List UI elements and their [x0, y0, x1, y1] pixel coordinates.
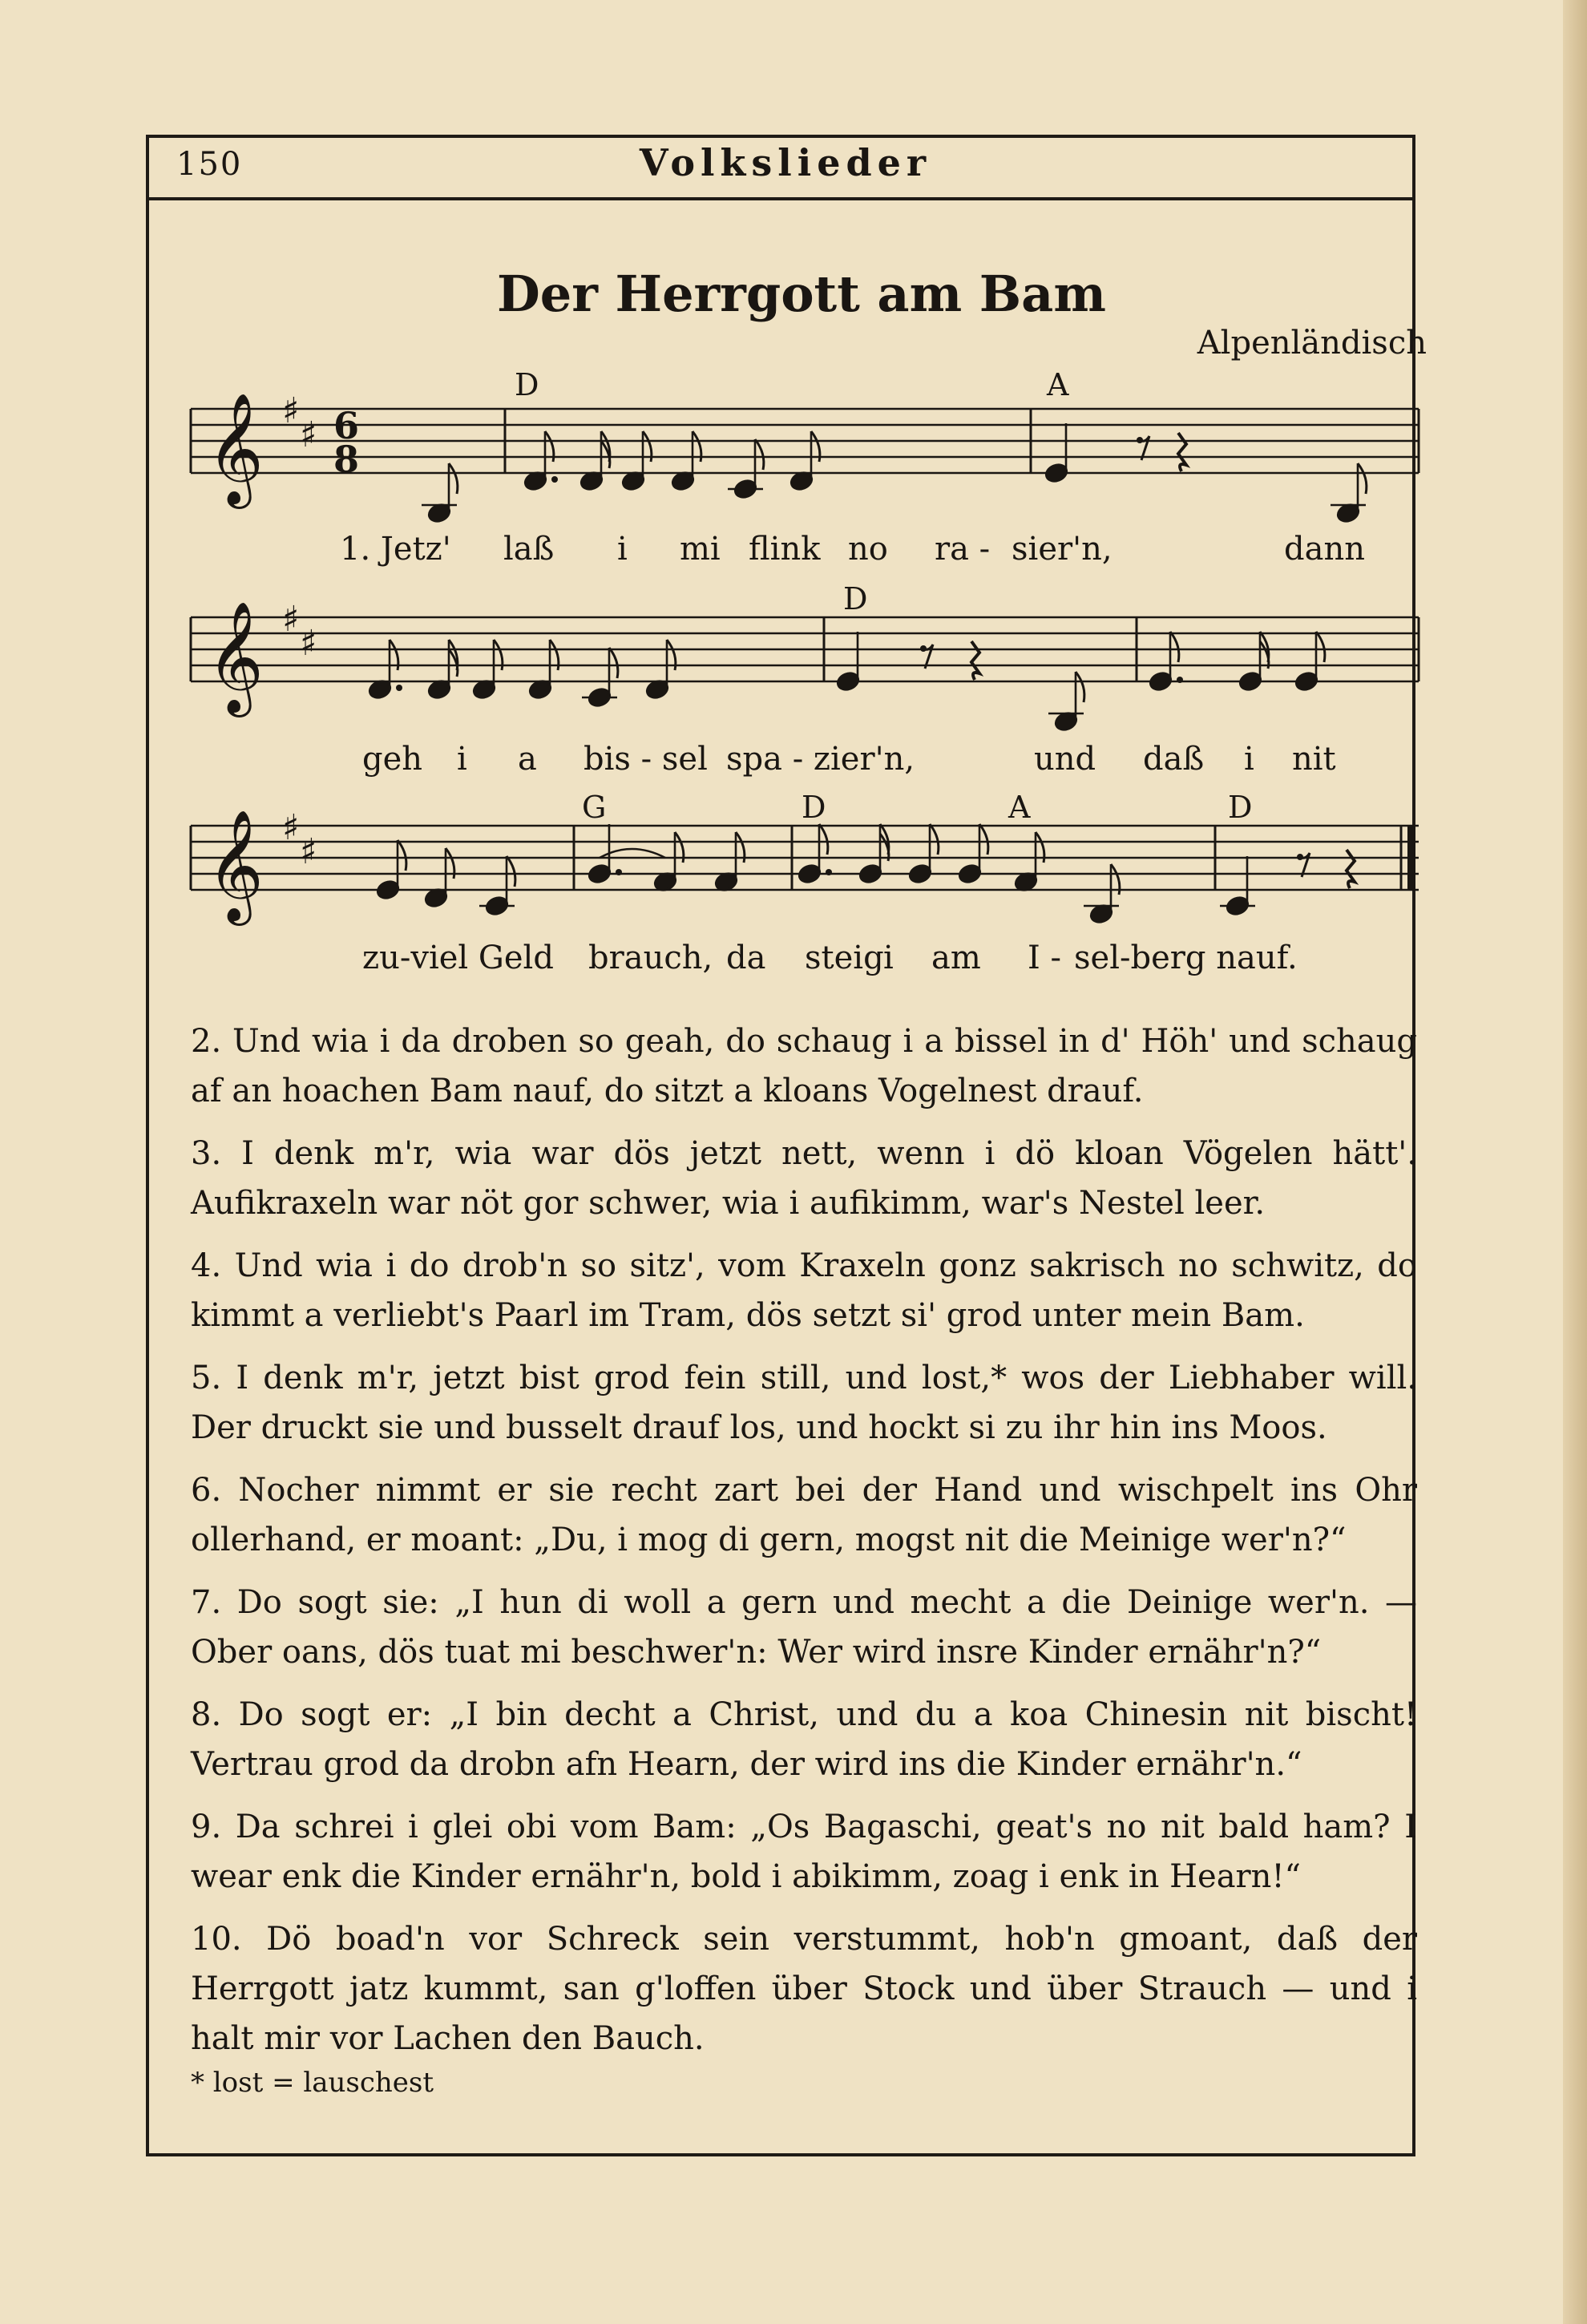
svg-text:𝄞: 𝄞: [207, 393, 264, 504]
lyric-syllable: mi: [680, 531, 721, 568]
note: [1294, 632, 1325, 693]
note: [1238, 632, 1269, 693]
note: [957, 824, 988, 885]
svg-text:𝄞: 𝄞: [207, 601, 264, 713]
svg-text:8: 8: [333, 438, 360, 481]
song-origin: Alpenländisch: [1197, 325, 1427, 362]
time-signature: [333, 404, 359, 481]
chord-symbol: A: [1008, 790, 1031, 825]
verse-7: 7. Do sogt sie: „I hun di woll a gern und mecht a die Deinige wer'n. — Ober oans, dös tuat mi beschwer'n: Wer wird insre Kinder ernähr'n?“: [191, 1584, 1417, 1671]
verse-10: 10. Dö boad'n vor Schreck sein verstummt, hob'n gmoant, daß der Herrgott jatz kummt, san g'loffen über Stock und über Strauch — und i halt mir vor Lachen den Bauch.: [191, 1921, 1417, 2057]
lyric-syllable: daß: [1143, 741, 1205, 778]
footnote: * lost = lauschest: [191, 2067, 434, 2099]
verses: [191, 1016, 1417, 2076]
lyric-syllable: geh: [362, 741, 423, 778]
note: [375, 840, 406, 901]
chord-symbol: D: [515, 367, 539, 402]
eighth-rest-dot: [920, 645, 927, 652]
verse-4: 4. Und wia i do drob'n so sitz', vom Kraxeln gonz sakrisch no schwitz, do kimmt a verliebt's Paarl im Tram, dös setzt si' grod unter mein Bam.: [191, 1247, 1417, 1334]
lyric-syllable: i: [883, 940, 894, 976]
music-notation: [0, 0, 1587, 1002]
note: [1220, 856, 1255, 917]
lyric-syllable: bis - sel: [584, 741, 708, 778]
lyric-syllable: I -: [1028, 940, 1062, 976]
song-title: Der Herrgott am Bam: [497, 265, 1106, 323]
note: [728, 439, 764, 500]
svg-text:♯: ♯: [282, 807, 300, 848]
lyric-syllable: laß: [503, 531, 555, 568]
eighth-rest-dot: [1297, 854, 1303, 860]
lyric-syllable: sel-berg nauf.: [1074, 940, 1298, 976]
lyric-syllable: i: [457, 741, 467, 778]
chord-symbol: D: [1228, 790, 1253, 825]
lyric-syllable: und: [1034, 741, 1096, 778]
chord-symbol: D: [802, 790, 826, 825]
svg-text:♯: ♯: [282, 390, 300, 431]
verse-8: 8. Do sogt er: „I bin decht a Christ, und du a koa Chinesin nit bischt! Vertrau grod da drobn afn Hearn, der wird ins die Kinder ernähr'n.“: [191, 1696, 1417, 1783]
lyric-syllable: brauch,: [588, 940, 713, 976]
svg-text:♯: ♯: [300, 831, 317, 872]
chord-symbol: A: [1047, 367, 1069, 402]
running-head: Volkslieder: [639, 141, 932, 184]
lyric-syllable: no: [848, 531, 888, 568]
quarter-rest: [1178, 433, 1186, 471]
note: [835, 632, 860, 693]
chord-symbol: G: [582, 790, 607, 825]
lyric-syllable: 1. Jetz': [340, 531, 451, 568]
lyric-syllable: i: [1244, 741, 1254, 778]
note: [907, 824, 939, 885]
verse-2: 2. Und wia i da droben so geah, do schaug i a bissel in d' Höh' und schaug af an hoachen Bam nauf, do sitzt a kloans Vogelnest drauf.: [191, 1023, 1417, 1109]
lyric-syllable: da: [726, 940, 766, 976]
note: [1148, 632, 1183, 693]
lyric-syllable: flink: [749, 531, 821, 568]
lyric-syllable: spa - zier'n,: [726, 741, 915, 778]
verse-6: 6. Nocher nimmt er sie recht zart bei der Hand und wischpelt ins Ohr ollerhand, er moant: „Du, i mog di gern, mogst nit die Meinige wer'n?“: [191, 1472, 1417, 1558]
svg-text:𝄞: 𝄞: [207, 810, 264, 921]
lyric-syllable: ra -: [935, 531, 991, 568]
svg-text:6: 6: [333, 404, 360, 447]
verse-9: 9. Da schrei i glei obi vom Bam: „Os Bagaschi, geat's no nit bald ham? I wear enk die Kinder ernähr'n, bold i abikimm, zoag i enk in Hearn!“: [191, 1809, 1417, 1895]
svg-text:♯: ♯: [282, 599, 300, 640]
quarter-rest: [1347, 850, 1355, 888]
lyric-syllable: sier'n,: [1012, 531, 1113, 568]
note: [1044, 423, 1068, 484]
lyric-syllable: zu-viel Geld: [362, 940, 554, 976]
lyric-syllable: steig: [805, 940, 884, 976]
svg-text:♯: ♯: [300, 623, 317, 664]
note: [479, 856, 515, 917]
verse-5: 5. I denk m'r, jetzt bist grod fein still, und lost,* wos der Liebhaber will. Der druckt sie und busselt drauf los, und hockt si zu ihr hin ins Moos.: [191, 1360, 1417, 1446]
quarter-rest: [971, 641, 979, 680]
chord-symbol: D: [843, 581, 868, 616]
final-barline: [1407, 826, 1415, 890]
svg-text:♯: ♯: [300, 414, 317, 455]
lyric-syllable: nit: [1292, 741, 1336, 778]
lyric-syllable: i: [617, 531, 628, 568]
lyric-syllable: am: [931, 940, 981, 976]
verse-3: 3. I denk m'r, wia war dös jetzt nett, wenn i dö kloan Vögelen hätt'. Aufikraxeln war nöt gor schwer, wia i aufikimm, war's Nestel leer.: [191, 1135, 1417, 1222]
eighth-rest-dot: [1137, 437, 1143, 443]
note: [797, 824, 832, 885]
key-signature: [282, 390, 317, 872]
page-number: 150: [176, 146, 243, 183]
lyric-syllable: dann: [1284, 531, 1365, 568]
note: [582, 648, 618, 709]
lyric-syllable: a: [518, 741, 537, 778]
notes: [367, 423, 1367, 925]
note: [858, 824, 889, 885]
treble-clef: [207, 393, 264, 926]
